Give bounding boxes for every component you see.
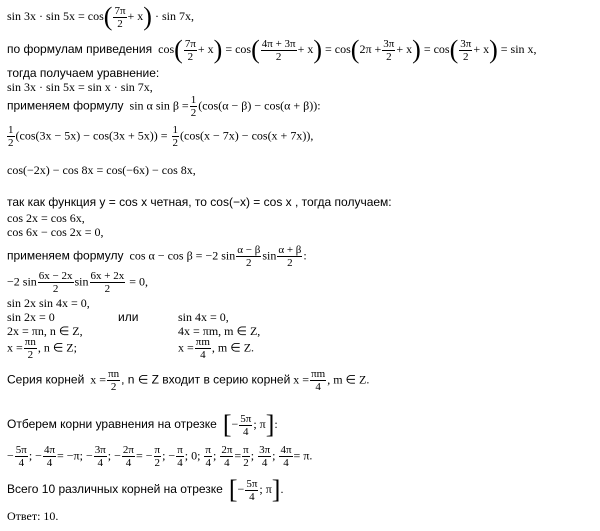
fraction-denominator: 4 <box>249 490 255 503</box>
eq-text: ; π <box>253 416 266 431</box>
line-12 <box>7 270 148 295</box>
eq-text: 2π + <box>359 41 382 56</box>
fraction-denominator: 2 <box>104 283 111 295</box>
line-11 <box>7 244 307 269</box>
eq-text: , n ∈ Z; <box>37 340 77 355</box>
line-15-right: 4x = πm, m ∈ Z, <box>178 324 261 338</box>
line-14-or: или <box>118 310 139 324</box>
eq-text: . <box>280 481 284 496</box>
fraction-numerator: πm <box>311 368 326 380</box>
fraction-numerator: πn <box>24 336 36 348</box>
text-label: применяем формулу <box>7 98 124 113</box>
fraction-denominator: 4 <box>125 457 132 469</box>
fraction-numerator: 2π <box>221 444 233 456</box>
fraction-numerator: 1 <box>8 124 14 136</box>
fraction-denominator: 2 <box>287 257 293 269</box>
fraction-denominator: 2 <box>8 137 14 149</box>
text-label: Отберем корни уравнения на отрезке <box>7 416 217 431</box>
fraction-numerator: 5π <box>246 477 258 490</box>
fraction-denominator: 2 <box>243 457 249 469</box>
fraction-denominator: 4 <box>224 457 230 469</box>
fraction-numerator: πm <box>195 336 210 348</box>
eq-text: · sin 7x, <box>154 8 194 23</box>
fraction-numerator: 5π <box>240 412 252 425</box>
line-16-right <box>178 336 254 361</box>
eq-text: sin α sin β = <box>129 98 189 113</box>
fraction-numerator: 4π <box>43 444 56 456</box>
fraction-denominator: 2 <box>246 257 252 269</box>
eq-text: − <box>237 481 245 496</box>
fraction-denominator: 2 <box>52 283 59 295</box>
line-3: тогда получаем уравнение: <box>7 66 160 80</box>
fraction-numerator: π <box>205 444 211 456</box>
fraction-denominator: 2 <box>154 457 161 469</box>
fraction-numerator: 4π + 3π <box>261 37 296 50</box>
eq-text: −2 sin <box>7 274 37 289</box>
eq-text: , m ∈ Z. <box>327 372 370 387</box>
eq-text: x = <box>178 340 194 355</box>
eq-text: sin <box>262 248 277 263</box>
eq-text: = cos <box>325 41 351 56</box>
fraction-numerator: 1 <box>172 124 179 136</box>
fraction-numerator: 3π <box>383 37 395 50</box>
eq-text: + x <box>473 41 490 56</box>
eq-text: sin 3x · sin 5x = cos <box>7 8 104 23</box>
fraction-denominator: 2 <box>275 50 282 63</box>
text-label: по формулам приведения <box>7 41 153 56</box>
eq-text: sin <box>74 274 89 289</box>
fraction-denominator: 2 <box>187 50 194 63</box>
line-19: − $\frac{5\pi}{4}$ ; − $\frac{4\pi}{4}$ = −π; − $\frac{3\pi}{4}$ ; − $\frac{2\pi}{4}$ = − $\frac{\pi}{2}$ ; − $\frac{\pi}{4}$ ; 0; $\frac{\pi}{4}$ ; $\frac{2\pi}{4}$ = $\frac{\pi}{2}$ ; $\frac{3\pi}{4}$ ; $\frac{4\pi}{4}$ = π. <box>7 444 313 469</box>
line-9: cos 2x = cos 6x, <box>7 211 85 225</box>
line-14-left: sin 2x = 0 <box>7 310 55 324</box>
fraction-numerator: π <box>154 444 161 456</box>
fraction-denominator: 2 <box>463 50 469 63</box>
eq-text: : <box>274 416 278 431</box>
line-20: Всего 10 различных корней на отрезке [− $\frac{5\pi}{4}$ ; π]. <box>7 475 284 504</box>
line-14-right: sin 4x = 0, <box>178 310 229 324</box>
line-8: так как функция y = cos x четная, то cos(−x) = cos x , тогда получаем: <box>7 195 392 209</box>
fraction-denominator: 4 <box>261 457 268 469</box>
fraction-denominator: 4 <box>283 457 289 469</box>
eq-text: x = <box>90 372 107 387</box>
line-10: cos 6x − cos 2x = 0, <box>7 225 104 239</box>
fraction-numerator: 3π <box>259 444 271 456</box>
fraction-numerator: 2π <box>122 444 134 456</box>
fraction-denominator: 4 <box>200 349 206 361</box>
eq-text: + x <box>396 41 413 56</box>
eq-text: = −π; <box>57 448 83 463</box>
fraction-denominator: 4 <box>315 381 321 393</box>
line-15-left: 2x = πn, n ∈ Z, <box>7 324 83 338</box>
fraction-numerator: 3π <box>460 37 472 50</box>
eq-text: cos <box>158 41 175 56</box>
eq-text: = π. <box>293 448 313 463</box>
text-label: применяем формулу <box>7 248 124 263</box>
fraction-numerator: π <box>243 444 249 456</box>
eq-text: + x <box>127 8 144 23</box>
line-1: sin 3x · sin 5x = cos( $\frac{7\pi}{2}$ + x) · sin 7x, <box>7 2 194 31</box>
eq-text: x = <box>7 340 23 355</box>
eq-text: = cos <box>423 41 450 56</box>
fraction-denominator: 4 <box>243 425 249 438</box>
fraction-denominator: 2 <box>172 137 179 149</box>
fraction-numerator: 7π <box>114 4 126 17</box>
line-17 <box>7 368 369 393</box>
eq-text: − <box>231 416 239 431</box>
line-18: Отберем корни уравнения на отрезке [− $\frac{5\pi}{4}$ ; π]: <box>7 410 278 439</box>
line-7: cos(−2x) − cos 8x = cos(−6x) − cos 8x, <box>7 163 196 177</box>
eq-text: ; π <box>259 481 272 496</box>
line-5 <box>7 94 321 119</box>
fraction-denominator: 2 <box>386 50 392 63</box>
eq-text: cos α − cos β = −2 sin <box>129 248 236 263</box>
fraction-numerator: 4π <box>280 444 292 456</box>
eq-text: , m ∈ Z. <box>211 340 255 355</box>
eq-text: = 0, <box>129 274 149 289</box>
eq-text: + x <box>297 41 314 56</box>
fraction-denominator: 2 <box>27 349 34 361</box>
eq-text: : <box>303 248 307 263</box>
fraction-numerator: 6x + 2x <box>90 270 125 282</box>
eq-text: (cos(x − 7x) − cos(x + 7x)), <box>180 128 314 143</box>
fraction-numerator: α − β <box>237 244 261 256</box>
fraction-numerator: π <box>177 444 183 456</box>
fraction-denominator: 2 <box>190 107 197 119</box>
fraction-denominator: 2 <box>117 17 123 30</box>
fraction-numerator: α + β <box>278 244 302 256</box>
fraction-numerator: 6x − 2x <box>38 270 73 282</box>
line-2: по формулам приведения cos( $\frac{7\pi}{2}$ + x) = cos( $\frac{4\pi + 3\pi}{2}$ + x) = cos(2π + $\frac{3\pi}{2}$ + x) = cos( $\frac{3\pi}{2}$ + x) = sin x, <box>7 35 537 64</box>
line-16-left <box>7 336 77 361</box>
fraction-denominator: 4 <box>46 457 53 469</box>
text-label: , n ∈ Z входит в серию корней <box>121 372 291 387</box>
fraction-numerator: 5π <box>15 444 27 456</box>
eq-text: ; 0; <box>184 448 201 463</box>
eq-text: (cos(3x − 5x) − cos(3x + 5x)) = <box>15 128 168 143</box>
line-13: sin 2x sin 4x = 0, <box>7 296 90 310</box>
fraction-denominator: 4 <box>205 457 211 469</box>
eq-text: x = <box>293 372 310 387</box>
line-4: sin 3x · sin 5x = sin x · sin 7x, <box>7 80 153 94</box>
fraction-denominator: 4 <box>18 457 25 469</box>
eq-text: = cos <box>225 41 252 56</box>
answer: Ответ: 10. <box>7 509 59 523</box>
fraction-denominator: 2 <box>110 381 117 393</box>
fraction-denominator: 4 <box>177 457 183 469</box>
eq-text: = − <box>135 448 153 463</box>
eq-text: = sin x, <box>500 41 537 56</box>
text-label: Серия корней <box>7 372 85 387</box>
fraction-numerator: 7π <box>184 37 196 50</box>
eq-text: (cos(α − β) − cos(α + β)): <box>198 98 321 113</box>
fraction-numerator: πn <box>108 368 120 380</box>
fraction-denominator: 4 <box>97 457 104 469</box>
eq-text: = <box>234 448 242 463</box>
eq-text: + x <box>197 41 214 56</box>
line-6 <box>7 124 313 149</box>
text-label: Всего 10 различных корней на отрезке <box>7 481 223 496</box>
fraction-numerator: 1 <box>190 94 197 106</box>
fraction-numerator: 3π <box>94 444 106 456</box>
